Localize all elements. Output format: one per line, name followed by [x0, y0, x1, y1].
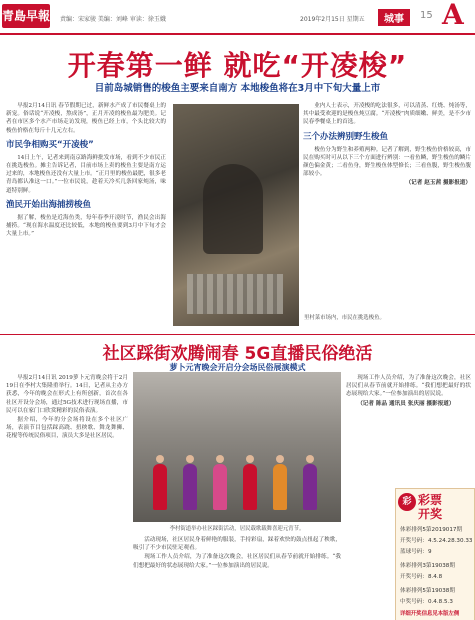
- paragraph: 早报2月14日讯 2019萝卜元宵晚会将于2月19日在李村大集隆重举行。14日，记者从主办方获悉，今年的晚会在形式上有所创新，首次在各社区开设分会场，通过5G技术进行现场直播，市民可以在家门口欣赏精彩的民俗表演。: [6, 375, 128, 414]
- photo-figure: [203, 164, 263, 254]
- story1-subhead: 目前岛城销售的梭鱼主要来自南方 本地梭鱼将在3月中下旬大量上市: [94, 83, 381, 94]
- photo-dancer: [183, 464, 197, 510]
- page-letter: A: [442, 0, 464, 31]
- paragraph: 现场工作人员介绍，为了准备这次晚会，社区居民们从春节前就开始排练。“我们想把最好的状态展现给大家。”一位参加演出的居民说。: [133, 554, 341, 569]
- photo-caption: 里村菜市场内，市民在挑选梭鱼。: [304, 315, 385, 321]
- lottery-line: 蓝球号码：9: [400, 549, 432, 555]
- paragraph: 早报2月14日讯 春节假期已过，新鲜水产成了市民餐桌上的新宠。俗话说“开凌梭，熬成汤”，正月开凌的梭鱼最为肥美。记者在市区多个水产市场走访发现，梭鱼已经上市，个头比较大的梭鱼价格在每斤十几元左右。: [6, 103, 166, 134]
- byline: （记者 陈品 通讯员 张庆丽 摄影报道）: [357, 400, 455, 407]
- photo-dancer: [303, 464, 317, 510]
- photo-caption: 李村街道举办社区踩街活动，居民载歌载舞喜迎元宵节。: [169, 526, 305, 532]
- photo-dancer: [243, 464, 257, 510]
- paragraph: 现场工作人员介绍，为了准备这次晚会，社区居民们从春节前就开始排练。“我们想把最好的状态展现给大家。”一位参加演出的居民说。: [346, 375, 471, 398]
- story2-column-1: [6, 374, 128, 618]
- paragraph: 14日上午，记者来到南京路海鲜批发市场，看到不少市民正在挑选梭鱼。摊主告诉记者，目前市场上卖的梭鱼主要是南方运过来的，本地梭鱼还没有大量上市。“正月里的梭鱼最肥，很多老青岛都认准这一口。”一位市民说，趁着天冷买几条回家炖汤，味道特别鲜。: [6, 154, 166, 194]
- editor-credits: 责编：宋家骏 美编：刘峰 审读：徐玉娥: [60, 16, 166, 23]
- story2-headline: 社区踩街欢腾闹春 5G直播民俗绝活: [102, 344, 373, 364]
- lottery-line: 开奖号码：8.4.8: [400, 574, 443, 580]
- lottery-title: [418, 493, 442, 521]
- paragraph: 据了解，梭鱼是近海鱼类，每年春季开凌时节，渔民会出海捕捞。“现在海水温度还比较低，本地的梭鱼要到3月中下旬才会大量上市。”: [6, 214, 166, 238]
- lottery-line: 体彩排列5第2019017期: [400, 527, 463, 533]
- paragraph: 业内人士表示，开凌梭的吃法很多，可以清蒸、红烧、炖汤等，其中最受欢迎的是梭鱼炖豆腐。“开凌梭”肉质细嫩、鲜美，是不少市民春季餐桌上的首选。: [303, 103, 471, 126]
- paragraph: 梭鱼分为野生和养殖两种。记者了解到，野生梭鱼价格较高，市民在购买时可从以下三个方面进行辨别：一看鱼鳞，野生梭鱼的鳞片颜色偏金黄；二看鱼身，野生梭鱼体型修长；三看鱼腹，野生梭鱼腹部较小。: [303, 146, 471, 178]
- story2-column-2: [133, 536, 341, 618]
- folk-dance-photo: [133, 372, 341, 522]
- lottery-line: 体彩排列3第19038期: [400, 563, 455, 569]
- lottery-icon: 彩: [398, 493, 416, 511]
- story-divider: [0, 334, 475, 335]
- lottery-title-line: 彩票: [418, 493, 443, 507]
- photo-fish-tray: [187, 274, 283, 314]
- fish-market-photo: [173, 104, 299, 326]
- lottery-line: 开奖号码：4.5.24.28.30.33: [400, 538, 473, 544]
- header-rule: [0, 33, 475, 35]
- lottery-results-box: [395, 488, 475, 620]
- photo-dancer: [153, 464, 167, 510]
- story2-subhead: 萝卜元宵晚会开启分会场民俗展演模式: [169, 363, 306, 372]
- paragraph: 活动现场，社区居民身着鲜艳的服装，手持彩扇，踩着欢快的鼓点扭起了秧歌，吸引了不少市民驻足观看。: [133, 537, 341, 552]
- lottery-line: 体彩排列5第19038期: [400, 588, 455, 594]
- page-header: [0, 0, 475, 34]
- lottery-footer: 详细开奖信息见本版左侧: [400, 611, 460, 617]
- section-label: 城事: [378, 9, 410, 26]
- page-number: 15: [420, 10, 433, 21]
- byline: （记者 赵玉茜 摄影报道）: [405, 180, 471, 187]
- section-heading: 市民争相购买“开凌梭”: [6, 139, 94, 150]
- issue-date: 2019年2月15日 星期五: [300, 16, 365, 23]
- lottery-line: 中奖号码：0.4.8.5.3: [400, 599, 453, 605]
- story2-column-3: [346, 374, 471, 484]
- section-heading: 渔民开始出海捕捞梭鱼: [6, 199, 92, 210]
- story1-column-3: [303, 102, 471, 312]
- section-heading: 三个办法辨别野生梭鱼: [303, 131, 389, 142]
- paragraph: 据介绍，今年的分会场将设在多个社区广场，表演节目包括踩高跷、扭秧歌、舞龙舞狮、花棍等传统民俗项目，演员大多是社区居民。: [6, 417, 128, 440]
- lottery-title-line: 开奖: [418, 507, 443, 521]
- photo-dancer: [213, 464, 227, 510]
- story1-column-1: [6, 102, 166, 330]
- story1-headline: 开春第一鲜 就吃“开凌梭”: [67, 49, 408, 82]
- photo-dancer: [273, 464, 287, 510]
- masthead-logo: 青島早報: [2, 4, 50, 28]
